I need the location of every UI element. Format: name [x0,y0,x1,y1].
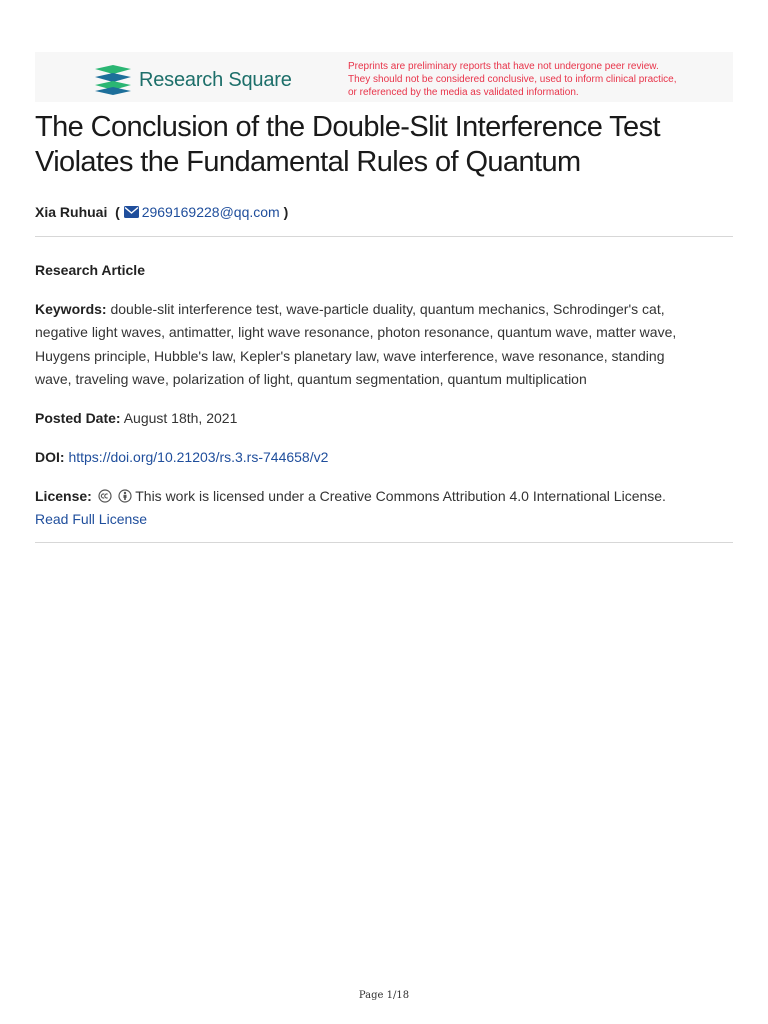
license [35,486,666,506]
author-line [35,203,288,221]
keywords-line: double-slit interference test, wave-particle duality, quantum mechanics, Schrodinger's cat, [110,301,665,317]
creative-commons-icon [98,489,112,503]
posted-date [35,408,237,428]
divider [35,236,733,237]
close-paren: ) [283,204,289,220]
disclaimer-line: They should not be considered conclusive, used to inform clinical practice, [348,74,677,85]
attribution-icon [118,489,132,503]
license-label: License: [35,488,92,504]
author-name: Xia Ruhuai [35,204,108,220]
posted-date-label: Posted Date: [35,410,121,426]
paper-title [35,110,735,180]
doi-label: DOI: [35,449,65,465]
read-full-license [35,509,147,529]
doi [35,447,328,467]
author-email: 2969169228@qq.com [141,204,280,220]
keywords-line: Huygens principle, Hubble's law, Kepler's planetary law, wave interference, wave resonance, standing [35,347,665,364]
posted-date-value: August 18th, 2021 [123,410,238,426]
keywords-line: wave, traveling wave, polarization of light, quantum segmentation, quantum multiplication [35,370,587,387]
keywords-block [35,298,735,391]
brand-name: Research Square [139,68,292,91]
envelope-icon [124,206,139,218]
keywords-label: Keywords: [35,301,107,317]
title-line: Violates the Fundamental Rules of Quantum [35,146,581,178]
title-line: The Conclusion of the Double-Slit Interference Test [35,111,660,143]
disclaimer-line: or referenced by the media as validated information. [348,87,579,98]
read-full-license-link[interactable]: Read Full License [35,511,148,527]
page-number: Page 1/18 [358,990,410,1001]
keywords-line: negative light waves, antimatter, light wave resonance, photon resonance, quantum wave, matter wave, [35,324,677,341]
doi-link[interactable]: https://doi.org/10.21203/rs.3.rs-744658/v2 [68,449,329,465]
license-text: This work is licensed under a Creative Commons Attribution 4.0 International License. [135,488,666,504]
author-email-link[interactable] [124,204,284,220]
preprint-disclaimer [348,60,728,99]
research-square-logo-icon [95,65,131,95]
open-paren: ( [115,204,120,220]
research-square-logo[interactable] [95,64,292,96]
disclaimer-line: Preprints are preliminary reports that have not undergone peer review. [348,61,659,72]
divider [35,542,733,543]
article-type: Research Article [35,262,145,278]
